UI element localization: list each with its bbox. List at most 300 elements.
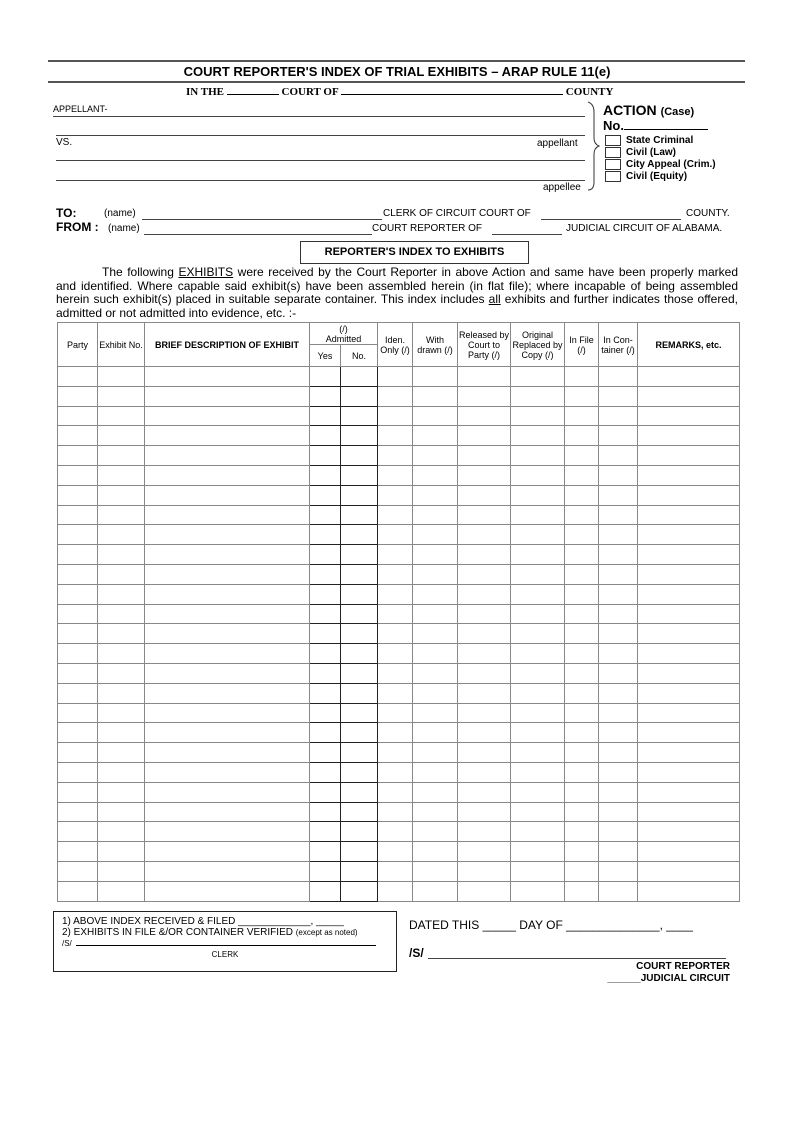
to-name-field[interactable] [142,207,382,220]
table-cell[interactable] [458,663,511,683]
table-cell[interactable] [58,762,98,782]
table-cell[interactable] [378,861,413,881]
table-cell[interactable] [511,762,565,782]
table-cell[interactable] [565,446,599,466]
reporter-circuit-field[interactable] [492,222,562,235]
table-cell[interactable] [638,545,740,565]
table-cell[interactable] [341,485,378,505]
table-cell[interactable] [341,782,378,802]
table-cell[interactable] [310,446,341,466]
table-cell[interactable] [638,663,740,683]
table-cell[interactable] [310,644,341,664]
table-cell[interactable] [378,584,413,604]
table-cell[interactable] [98,406,145,426]
table-cell[interactable] [413,367,458,387]
table-cell[interactable] [413,644,458,664]
table-cell[interactable] [458,782,511,802]
table-cell[interactable] [378,782,413,802]
table-cell[interactable] [599,386,638,406]
table-cell[interactable] [599,406,638,426]
table-cell[interactable] [310,584,341,604]
table-cell[interactable] [413,604,458,624]
table-cell[interactable] [565,861,599,881]
table-cell[interactable] [638,723,740,743]
table-cell[interactable] [341,743,378,763]
table-cell[interactable] [341,426,378,446]
table-cell[interactable] [511,525,565,545]
table-cell[interactable] [98,842,145,862]
table-cell[interactable] [310,367,341,387]
table-cell[interactable] [145,683,310,703]
table-cell[interactable] [413,564,458,584]
table-cell[interactable] [565,525,599,545]
table-cell[interactable] [565,842,599,862]
table-cell[interactable] [511,564,565,584]
table-cell[interactable] [378,367,413,387]
table-cell[interactable] [98,802,145,822]
table-cell[interactable] [638,822,740,842]
table-cell[interactable] [98,505,145,525]
table-cell[interactable] [98,663,145,683]
option-state-criminal[interactable] [605,135,716,147]
case-no-field[interactable] [624,129,708,130]
table-cell[interactable] [58,644,98,664]
option-city-appeal[interactable] [605,159,716,171]
table-cell[interactable] [145,426,310,446]
table-cell[interactable] [599,861,638,881]
appellant-field-2[interactable] [56,123,585,136]
table-cell[interactable] [638,406,740,426]
table-cell[interactable] [458,584,511,604]
table-cell[interactable] [511,683,565,703]
option-civil-equity[interactable] [605,171,716,183]
table-cell[interactable] [565,663,599,683]
appellant-field[interactable] [53,104,585,117]
table-cell[interactable] [341,367,378,387]
table-cell[interactable] [511,743,565,763]
table-cell[interactable] [511,465,565,485]
table-cell[interactable] [638,426,740,446]
table-cell[interactable] [98,683,145,703]
table-cell[interactable] [458,446,511,466]
table-cell[interactable] [413,584,458,604]
table-cell[interactable] [511,822,565,842]
table-cell[interactable] [458,426,511,446]
table-cell[interactable] [565,545,599,565]
table-cell[interactable] [98,723,145,743]
table-cell[interactable] [98,703,145,723]
table-cell[interactable] [310,406,341,426]
table-cell[interactable] [341,446,378,466]
table-cell[interactable] [638,465,740,485]
table-cell[interactable] [145,485,310,505]
table-cell[interactable] [565,406,599,426]
table-cell[interactable] [458,465,511,485]
table-cell[interactable] [310,545,341,565]
table-cell[interactable] [458,485,511,505]
clerk-signature-field[interactable] [76,945,376,946]
table-cell[interactable] [413,743,458,763]
table-cell[interactable] [413,723,458,743]
table-cell[interactable] [565,644,599,664]
table-cell[interactable] [413,881,458,901]
table-cell[interactable] [378,881,413,901]
table-cell[interactable] [413,446,458,466]
table-cell[interactable] [599,485,638,505]
table-cell[interactable] [599,367,638,387]
table-cell[interactable] [378,545,413,565]
table-cell[interactable] [638,842,740,862]
table-cell[interactable] [511,545,565,565]
table-cell[interactable] [341,604,378,624]
table-cell[interactable] [145,545,310,565]
table-cell[interactable] [599,564,638,584]
table-cell[interactable] [413,663,458,683]
checkbox[interactable] [605,159,621,170]
table-cell[interactable] [565,604,599,624]
table-cell[interactable] [413,802,458,822]
table-cell[interactable] [378,723,413,743]
table-cell[interactable] [58,584,98,604]
table-cell[interactable] [378,505,413,525]
table-cell[interactable] [98,426,145,446]
table-cell[interactable] [638,367,740,387]
table-cell[interactable] [458,624,511,644]
table-cell[interactable] [145,465,310,485]
table-cell[interactable] [599,545,638,565]
table-cell[interactable] [458,564,511,584]
table-cell[interactable] [310,624,341,644]
table-cell[interactable] [458,881,511,901]
table-cell[interactable] [458,822,511,842]
table-cell[interactable] [58,564,98,584]
table-cell[interactable] [378,426,413,446]
table-cell[interactable] [145,861,310,881]
table-cell[interactable] [599,624,638,644]
table-cell[interactable] [378,525,413,545]
table-cell[interactable] [599,663,638,683]
table-cell[interactable] [458,723,511,743]
table-cell[interactable] [98,525,145,545]
table-cell[interactable] [145,386,310,406]
table-cell[interactable] [378,802,413,822]
table-cell[interactable] [638,861,740,881]
table-cell[interactable] [565,822,599,842]
table-cell[interactable] [638,782,740,802]
table-cell[interactable] [378,485,413,505]
table-cell[interactable] [58,624,98,644]
table-cell[interactable] [565,505,599,525]
table-cell[interactable] [310,386,341,406]
table-cell[interactable] [638,564,740,584]
table-cell[interactable] [145,703,310,723]
table-cell[interactable] [565,485,599,505]
table-cell[interactable] [98,881,145,901]
table-cell[interactable] [145,624,310,644]
table-cell[interactable] [413,782,458,802]
table-cell[interactable] [511,426,565,446]
table-cell[interactable] [310,525,341,545]
table-cell[interactable] [458,644,511,664]
table-cell[interactable] [378,604,413,624]
table-cell[interactable] [145,446,310,466]
table-cell[interactable] [98,545,145,565]
table-cell[interactable] [565,762,599,782]
table-cell[interactable] [310,782,341,802]
table-cell[interactable] [599,426,638,446]
table-cell[interactable] [58,842,98,862]
table-cell[interactable] [599,465,638,485]
table-cell[interactable] [458,367,511,387]
table-cell[interactable] [58,505,98,525]
table-cell[interactable] [58,723,98,743]
table-cell[interactable] [599,644,638,664]
table-cell[interactable] [599,683,638,703]
table-cell[interactable] [98,386,145,406]
table-cell[interactable] [58,802,98,822]
reporter-signature-field[interactable] [428,946,726,959]
table-cell[interactable] [310,881,341,901]
table-cell[interactable] [341,762,378,782]
table-cell[interactable] [565,723,599,743]
table-cell[interactable] [638,485,740,505]
table-cell[interactable] [511,802,565,822]
table-cell[interactable] [378,465,413,485]
table-cell[interactable] [413,624,458,644]
table-cell[interactable] [341,564,378,584]
table-cell[interactable] [599,703,638,723]
table-cell[interactable] [378,683,413,703]
table-cell[interactable] [145,525,310,545]
table-cell[interactable] [378,624,413,644]
table-cell[interactable] [145,822,310,842]
table-cell[interactable] [378,663,413,683]
table-cell[interactable] [458,861,511,881]
checkbox[interactable] [605,171,621,182]
table-cell[interactable] [98,604,145,624]
table-cell[interactable] [145,842,310,862]
table-cell[interactable] [638,703,740,723]
table-cell[interactable] [511,367,565,387]
table-cell[interactable] [565,881,599,901]
table-cell[interactable] [458,802,511,822]
table-cell[interactable] [638,584,740,604]
table-cell[interactable] [98,584,145,604]
appellee-field[interactable] [56,148,585,161]
table-cell[interactable] [413,545,458,565]
table-cell[interactable] [341,644,378,664]
table-cell[interactable] [98,743,145,763]
table-cell[interactable] [341,584,378,604]
table-cell[interactable] [341,723,378,743]
table-cell[interactable] [378,762,413,782]
table-cell[interactable] [565,802,599,822]
table-cell[interactable] [565,743,599,763]
table-cell[interactable] [310,723,341,743]
table-cell[interactable] [565,367,599,387]
table-cell[interactable] [341,802,378,822]
table-cell[interactable] [310,505,341,525]
table-cell[interactable] [98,782,145,802]
table-cell[interactable] [98,446,145,466]
table-cell[interactable] [58,881,98,901]
table-cell[interactable] [58,485,98,505]
table-cell[interactable] [310,703,341,723]
table-cell[interactable] [511,505,565,525]
table-cell[interactable] [98,367,145,387]
table-cell[interactable] [341,822,378,842]
table-cell[interactable] [511,842,565,862]
table-cell[interactable] [58,545,98,565]
table-cell[interactable] [565,465,599,485]
table-cell[interactable] [310,604,341,624]
table-cell[interactable] [341,545,378,565]
table-cell[interactable] [310,802,341,822]
table-cell[interactable] [310,743,341,763]
table-cell[interactable] [565,782,599,802]
table-cell[interactable] [599,505,638,525]
court-of-field[interactable] [341,94,563,95]
table-cell[interactable] [565,624,599,644]
table-cell[interactable] [413,762,458,782]
table-cell[interactable] [58,663,98,683]
table-cell[interactable] [565,426,599,446]
table-cell[interactable] [638,743,740,763]
table-cell[interactable] [458,762,511,782]
table-cell[interactable] [145,782,310,802]
table-cell[interactable] [458,525,511,545]
table-cell[interactable] [341,683,378,703]
table-cell[interactable] [310,822,341,842]
table-cell[interactable] [145,881,310,901]
table-cell[interactable] [58,822,98,842]
table-cell[interactable] [638,386,740,406]
table-cell[interactable] [310,683,341,703]
table-cell[interactable] [58,465,98,485]
table-cell[interactable] [599,881,638,901]
table-cell[interactable] [413,842,458,862]
table-cell[interactable] [511,604,565,624]
table-cell[interactable] [58,386,98,406]
table-cell[interactable] [145,762,310,782]
table-cell[interactable] [310,861,341,881]
table-cell[interactable] [511,644,565,664]
table-cell[interactable] [638,525,740,545]
table-cell[interactable] [58,426,98,446]
table-cell[interactable] [638,762,740,782]
table-cell[interactable] [599,802,638,822]
table-cell[interactable] [58,604,98,624]
table-cell[interactable] [310,762,341,782]
table-cell[interactable] [599,446,638,466]
table-cell[interactable] [458,842,511,862]
table-cell[interactable] [310,663,341,683]
table-cell[interactable] [511,386,565,406]
table-cell[interactable] [511,446,565,466]
table-cell[interactable] [341,525,378,545]
table-cell[interactable] [511,723,565,743]
table-cell[interactable] [145,505,310,525]
table-cell[interactable] [413,426,458,446]
court-type-field[interactable] [227,94,279,95]
table-cell[interactable] [511,406,565,426]
table-cell[interactable] [511,703,565,723]
table-cell[interactable] [511,584,565,604]
table-cell[interactable] [341,881,378,901]
table-cell[interactable] [310,564,341,584]
table-cell[interactable] [378,703,413,723]
table-cell[interactable] [341,386,378,406]
table-cell[interactable] [638,604,740,624]
table-cell[interactable] [458,386,511,406]
table-cell[interactable] [458,545,511,565]
table-cell[interactable] [378,406,413,426]
table-cell[interactable] [98,485,145,505]
table-cell[interactable] [511,663,565,683]
table-cell[interactable] [341,406,378,426]
table-cell[interactable] [58,367,98,387]
table-cell[interactable] [310,426,341,446]
table-cell[interactable] [145,367,310,387]
table-cell[interactable] [413,703,458,723]
table-cell[interactable] [413,505,458,525]
table-cell[interactable] [413,465,458,485]
table-cell[interactable] [378,386,413,406]
table-cell[interactable] [378,743,413,763]
table-cell[interactable] [58,525,98,545]
table-cell[interactable] [599,723,638,743]
table-cell[interactable] [413,861,458,881]
table-cell[interactable] [599,604,638,624]
table-cell[interactable] [378,446,413,466]
table-cell[interactable] [58,406,98,426]
table-cell[interactable] [565,564,599,584]
table-cell[interactable] [511,881,565,901]
table-cell[interactable] [413,485,458,505]
table-cell[interactable] [341,703,378,723]
table-cell[interactable] [58,446,98,466]
table-cell[interactable] [638,446,740,466]
table-cell[interactable] [145,604,310,624]
table-cell[interactable] [145,663,310,683]
checkbox[interactable] [605,147,621,158]
table-cell[interactable] [98,861,145,881]
table-cell[interactable] [511,485,565,505]
table-cell[interactable] [341,861,378,881]
table-cell[interactable] [310,465,341,485]
table-cell[interactable] [638,505,740,525]
table-cell[interactable] [413,386,458,406]
appellee-field-2[interactable] [56,168,585,181]
table-cell[interactable] [58,683,98,703]
table-cell[interactable] [58,703,98,723]
table-cell[interactable] [458,743,511,763]
table-cell[interactable] [599,584,638,604]
table-cell[interactable] [98,822,145,842]
table-cell[interactable] [638,644,740,664]
table-cell[interactable] [145,723,310,743]
table-cell[interactable] [511,624,565,644]
table-cell[interactable] [341,505,378,525]
table-cell[interactable] [565,683,599,703]
table-cell[interactable] [310,485,341,505]
table-cell[interactable] [565,584,599,604]
table-cell[interactable] [341,663,378,683]
table-cell[interactable] [98,624,145,644]
table-cell[interactable] [599,782,638,802]
table-cell[interactable] [565,703,599,723]
table-cell[interactable] [413,822,458,842]
